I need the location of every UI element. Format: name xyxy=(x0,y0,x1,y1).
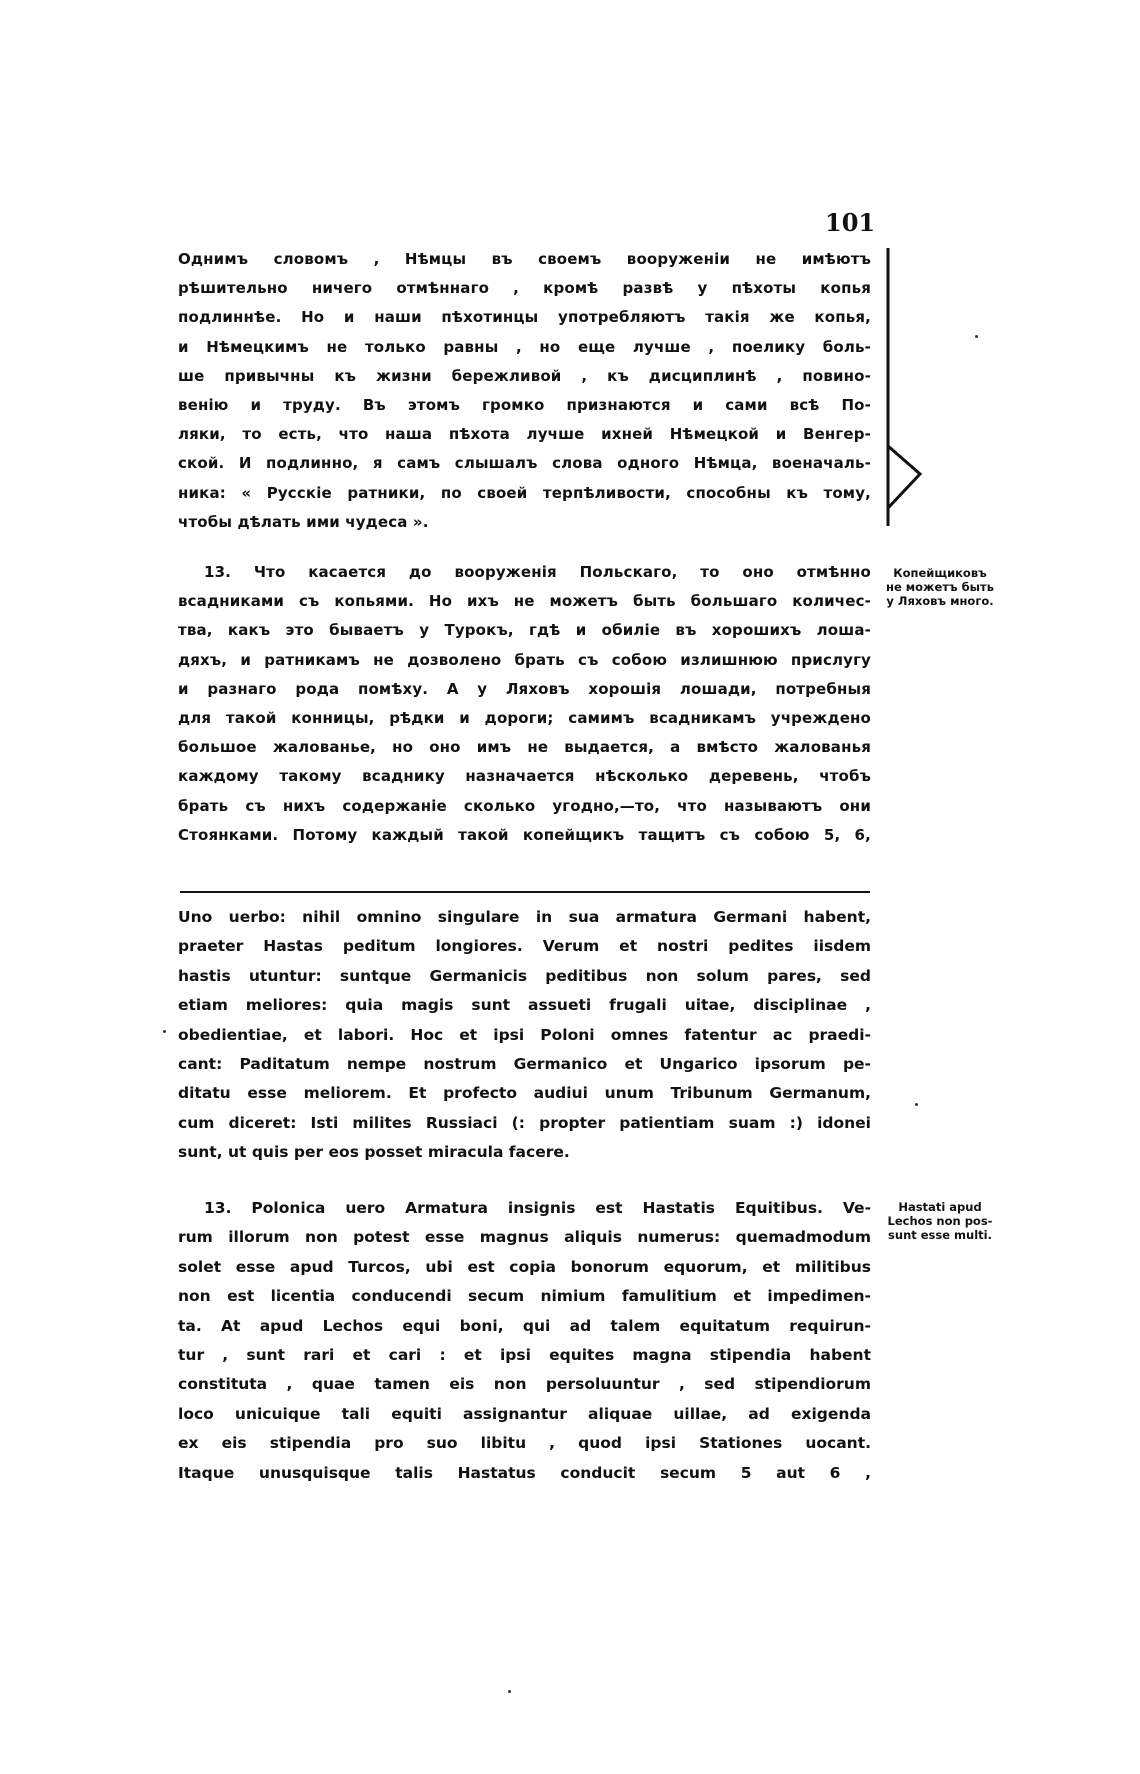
text-line: etiam meliores: quia magis sunt assueti frugali uitae, disciplinae , xyxy=(178,996,871,1015)
text-line: брать съ нихъ содержаніе сколько угодно,—то, что называютъ они xyxy=(178,796,871,815)
text-line: praeter Hastas peditum longiores. Verum et nostri pedites iisdem xyxy=(178,937,871,956)
latin-paragraph-2 xyxy=(178,1194,871,1488)
text-line: rum illorum non potest esse magnus aliquis numerus: quemadmodum xyxy=(178,1228,871,1247)
text-line: большое жалованье, но оно имъ не выдается, а вмѣсто жалованья xyxy=(178,738,871,757)
scan-speck xyxy=(163,1030,166,1033)
text-line: cum diceret: Isti milites Russiaci (: propter patientiam suam :) idonei xyxy=(178,1113,871,1132)
margin-note-line: Hastati apud xyxy=(898,1200,982,1214)
text-line: ditatu esse meliorem. Et profecto audiui unum Tribunum Germanum, xyxy=(178,1084,871,1103)
text-line: ника: « Русскіе ратники, по своей терпѣливости, способны къ тому, xyxy=(178,483,871,502)
text-line: всадниками съ копьями. Но ихъ не можетъ быть большаго количес- xyxy=(178,592,871,611)
margin-note-line: Копейщиковъ xyxy=(893,566,987,580)
text-line: solet esse apud Turcos, ubi est copia bonorum equorum, et militibus xyxy=(178,1257,871,1276)
margin-note-line: у Ляховъ много. xyxy=(886,594,994,608)
margin-note-line: sunt esse multi. xyxy=(888,1228,992,1242)
text-line: Uno uerbo: nihil omnino singulare in sua armatura Germani habent, xyxy=(178,908,871,926)
text-line: венію и труду. Въ этомъ громко признаются и сами всѣ По- xyxy=(178,396,871,415)
text-line: sunt, ut quis per eos posset miracula facere. xyxy=(178,1143,570,1162)
margin-note-latin xyxy=(880,1200,1000,1242)
section-divider xyxy=(180,891,870,893)
text-line: и Нѣмецкимъ не только равны , но еще лучше , поелику боль- xyxy=(178,337,871,356)
text-line: ляки, то есть, что наша пѣхота лучше ихней Нѣмецкой и Венгер- xyxy=(178,425,871,444)
text-line: подлиннѣе. Но и наши пѣхотинцы употребляютъ такія же копья, xyxy=(178,308,871,327)
text-line: non est licentia conducendi secum nimium famulitium et impedimen- xyxy=(178,1287,871,1306)
text-line: constituta , quae tamen eis non persoluuntur , sed stipendiorum xyxy=(178,1375,871,1394)
latin-paragraph-1 xyxy=(178,903,871,1168)
text-line: ex eis stipendia pro suo libitu , quod ipsi Stationes uocant. xyxy=(178,1434,871,1453)
text-line: Itaque unusquisque talis Hastatus conducit secum 5 aut 6 , xyxy=(178,1463,871,1482)
margin-note-russian xyxy=(880,566,1000,608)
handwritten-bracket-mark xyxy=(880,246,940,536)
text-line: 13. Что касается до вооруженія Польскаго, то оно отмѣнно xyxy=(204,563,871,581)
scan-speck xyxy=(975,335,978,338)
text-line: рѣшительно ничего отмѣннаго , кромѣ развѣ у пѣхоты копья xyxy=(178,279,871,298)
text-line: tur , sunt rari et cari : et ipsi equites magna stipendia habent xyxy=(178,1346,871,1365)
text-line: Однимъ словомъ , Нѣмцы въ своемъ вооруженіи не имѣютъ xyxy=(178,250,871,268)
text-line: тва, какъ это бываетъ у Турокъ, гдѣ и обиліе въ хорошихъ лоша- xyxy=(178,621,871,640)
scan-speck xyxy=(508,1690,511,1693)
text-line: каждому такому всаднику назначается нѣсколько деревень, чтобъ xyxy=(178,767,871,786)
text-line: loco unicuique tali equiti assignantur aliquae uillae, ad exigenda xyxy=(178,1404,871,1423)
text-line: cant: Paditatum nempe nostrum Germanico et Ungarico ipsorum pe- xyxy=(178,1055,871,1074)
text-line: ской. И подлинно, я самъ слышалъ слова одного Нѣмца, военачаль- xyxy=(178,454,871,473)
text-line: и разнаго рода помѣху. А у Ляховъ хорошія лошади, потребныя xyxy=(178,679,871,698)
margin-note-line: не можетъ быть xyxy=(886,580,994,594)
text-line: для такой конницы, рѣдки и дороги; самимъ всадникамъ учреждено xyxy=(178,709,871,728)
text-line: 13. Polonica uero Armatura insignis est Hastatis Equitibus. Ve- xyxy=(204,1199,871,1217)
page-number: 101 xyxy=(825,208,876,237)
russian-paragraph-1 xyxy=(178,245,871,537)
text-line: дяхъ, и ратникамъ не дозволено брать съ собою излишнюю прислугу xyxy=(178,650,871,669)
text-line: ше привычны къ жизни бережливой , къ дисциплинѣ , повино- xyxy=(178,366,871,385)
russian-paragraph-2 xyxy=(178,558,871,850)
scan-speck xyxy=(915,1103,918,1106)
text-line: Стоянками. Потому каждый такой копейщикъ тащитъ съ собою 5, 6, xyxy=(178,825,871,844)
text-line: ta. At apud Lechos equi boni, qui ad talem equitatum requirun- xyxy=(178,1316,871,1335)
margin-note-line: Lechos non pos- xyxy=(887,1214,993,1228)
text-line: hastis utuntur: suntque Germanicis peditibus non solum pares, sed xyxy=(178,966,871,985)
text-line: obedientiae, et labori. Hoc et ipsi Poloni omnes fatentur ac praedi- xyxy=(178,1025,871,1044)
text-line: чтобы дѣлать ими чудеса ». xyxy=(178,512,429,531)
